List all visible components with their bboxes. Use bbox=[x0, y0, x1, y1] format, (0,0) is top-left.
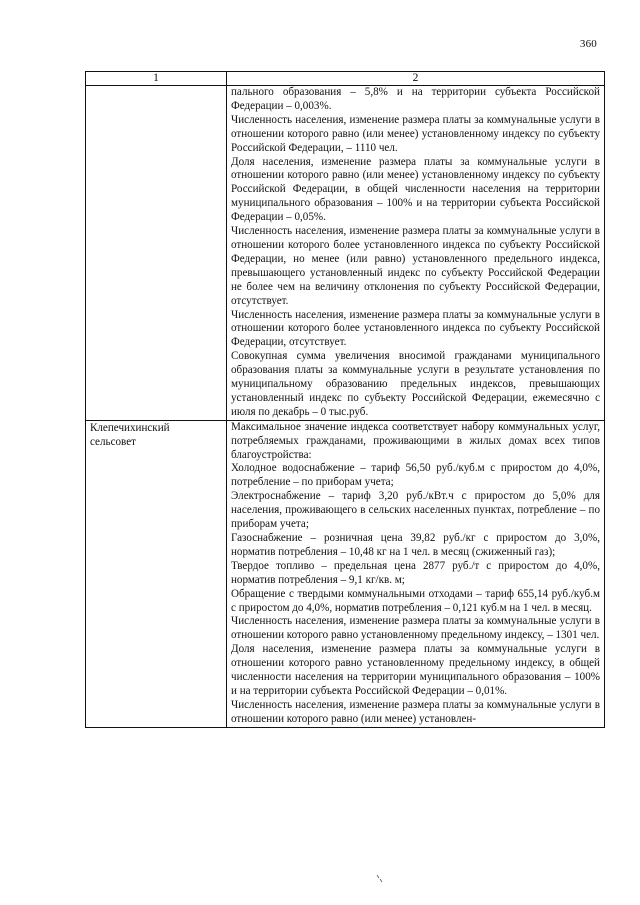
column-header-2: 2 bbox=[227, 72, 605, 86]
paragraph: Численность населения, изменение размера платы за коммунальные услуги в отношении которого равно (или менее) установлен- bbox=[231, 698, 600, 725]
paragraph: Совокупная сумма увеличения вносимой гражданами муниципального образования платы за коммунальные услуги в результате установления по муниципальному образованию предельных индексов, превышающих установленный индекс по субъекту Российской Федерации, ежемесячно с июля по декабрь – 0 тыс.руб. bbox=[231, 350, 600, 418]
document-table bbox=[85, 71, 605, 728]
paragraph: Максимальное значение индекса соответствует набору коммунальных услуг, потребляемых гражданами, проживающими в жилых домах всех типов благоустройства: bbox=[231, 420, 600, 461]
paragraph: Электроснабжение – тариф 3,20 руб./кВт.ч с приростом до 5,0% для населения, проживающего в сельских населенных пунктах, потребление – по приборам учета; bbox=[231, 490, 600, 531]
municipality-name-cell-empty bbox=[86, 86, 227, 421]
paragraph: Газоснабжение – розничная цена 39,82 руб./кг с приростом до 3,0%, норматив потребления – 10,48 кг на 1 чел. в месяц (сжиженный газ); bbox=[231, 532, 600, 558]
municipality-name-cell bbox=[86, 420, 227, 727]
paragraph: Численность населения, изменение размера платы за коммунальные услуги в отношении которого более установленного индекса по субъекту Российской Федерации, но менее (или равно) установленного предельного индекса, превышающего установленный индекс по субъекту Российской Федерации не более чем на величину отклонения по субъекту Российской Федерации, отсутствует. bbox=[231, 225, 600, 307]
municipality-name-line: Клепечихинский bbox=[90, 421, 170, 434]
table-row-continuation bbox=[86, 86, 605, 421]
table-header-row bbox=[86, 72, 605, 86]
paragraph: пального образования – 5,8% и на территории субъекта Российской Федерации – 0,003%. bbox=[231, 86, 600, 112]
table-row-klepechikhinsky bbox=[86, 420, 605, 727]
paragraph: Холодное водоснабжение – тариф 56,50 руб./куб.м с приростом до 4,0%, потребление – по приборам учета; bbox=[231, 462, 600, 489]
paragraph: Численность населения, изменение размера платы за коммунальные услуги в отношении которого равно (или менее) установленному индексу по субъекту Российской Федерации, – 1110 чел. bbox=[231, 113, 600, 154]
scan-speck-mark bbox=[376, 874, 383, 883]
description-cell bbox=[227, 420, 605, 727]
description-cell bbox=[227, 86, 605, 421]
paragraph: Доля населения, изменение размера платы за коммунальные услуги в отношении которого равно установленному предельному индексу, в общей численности населения на территории муниципального образования – 100% и на территории субъекта Российской Федерации – 0,01%. bbox=[231, 643, 600, 697]
municipality-name-line: сельсовет bbox=[90, 435, 136, 448]
column-header-1: 1 bbox=[86, 72, 227, 86]
paragraph: Обращение с твердыми коммунальными отходами – тариф 655,14 руб./куб.м с приростом до 4,0%, норматив потребления – 0,121 куб.м на 1 чел. в месяц. bbox=[231, 587, 600, 614]
paragraph: Численность населения, изменение размера платы за коммунальные услуги в отношении которого равно установленному предельному индексу, – 1301 чел. bbox=[231, 615, 600, 642]
paragraph: Доля населения, изменение размера платы за коммунальные услуги в отношении которого равно (или менее) установленному индексу по субъекту Российской Федерации, в общей численности населения на территории муниципального образования – 100% и на территории субъекта Российской Федерации – 0,05%. bbox=[231, 155, 600, 224]
page-number: 360 bbox=[579, 38, 597, 50]
paragraph: Численность населения, изменение размера платы за коммунальные услуги в отношении которого более установленного индекса по субъекту Российской Федерации, отсутствует. bbox=[231, 308, 600, 349]
paragraph: Твердое топливо – предельная цена 2877 руб./т с приростом до 4,0%, норматив потребления – 9,1 кг/кв. м; bbox=[231, 559, 600, 586]
